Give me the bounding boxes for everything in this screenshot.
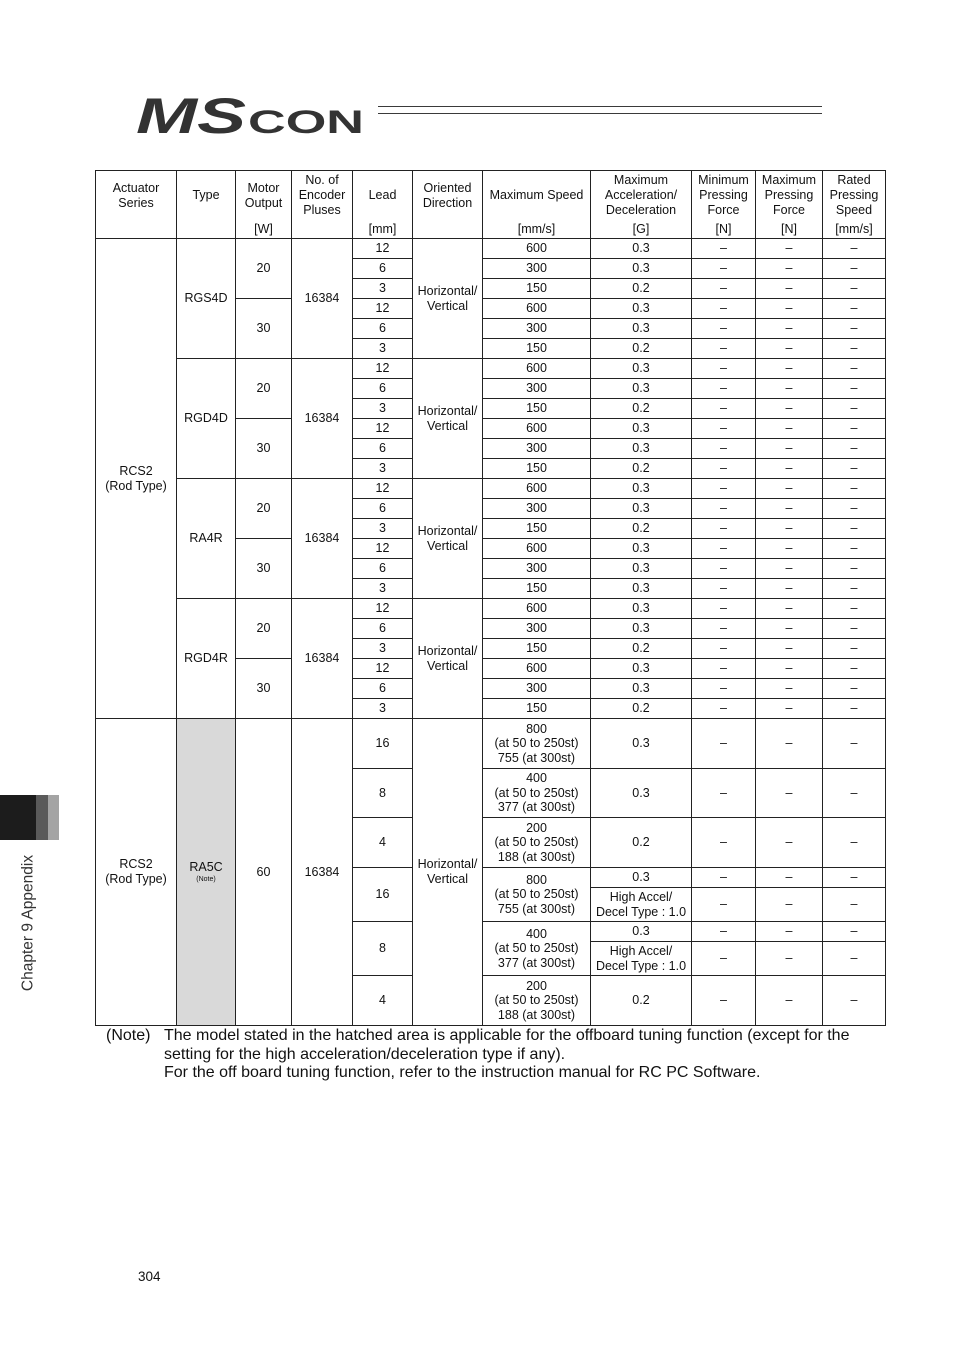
max-pressing-force-cell: – (756, 922, 823, 942)
max-accel-cell: 0.3 (591, 439, 692, 459)
col-actuator-series (96, 171, 177, 239)
min-pressing-force-cell: – (692, 619, 756, 639)
max-accel-cell: 0.3 (591, 259, 692, 279)
max-accel-cell: 0.3 (591, 868, 692, 888)
col-min-pressing-force (692, 171, 756, 239)
max-pressing-force-cell: – (756, 888, 823, 922)
max-speed-cell: 400 (at 50 to 250st) 377 (at 300st) (483, 922, 591, 976)
rated-pressing-speed-cell: – (823, 868, 886, 888)
max-speed-cell: 150 (483, 699, 591, 719)
max-pressing-force-cell: – (756, 976, 823, 1026)
column-unit (413, 220, 482, 238)
max-accel-cell: 0.2 (591, 339, 692, 359)
max-speed-cell: 300 (483, 499, 591, 519)
col-oriented-direction (413, 171, 483, 239)
min-pressing-force-cell: – (692, 599, 756, 619)
max-speed-cell: 300 (483, 559, 591, 579)
max-speed-cell: 600 (483, 419, 591, 439)
max-accel-cell: 0.2 (591, 976, 692, 1026)
lead-cell: 12 (353, 359, 413, 379)
max-pressing-force-cell: – (756, 942, 823, 976)
max-speed-cell: 600 (483, 299, 591, 319)
motor-output-cell: 60 (236, 719, 292, 1026)
min-pressing-force-cell: – (692, 459, 756, 479)
max-speed-cell: 300 (483, 319, 591, 339)
type-label: RA5C (189, 860, 223, 875)
max-speed-cell: 800 (at 50 to 250st) 755 (at 300st) (483, 868, 591, 922)
column-label: Oriented Direction (422, 180, 473, 210)
lead-cell: 3 (353, 459, 413, 479)
lead-cell: 6 (353, 499, 413, 519)
max-accel-cell: 0.2 (591, 699, 692, 719)
rated-pressing-speed-cell: – (823, 539, 886, 559)
rated-pressing-speed-cell: – (823, 279, 886, 299)
max-accel-cell: 0.3 (591, 619, 692, 639)
rated-pressing-speed-cell: – (823, 339, 886, 359)
type-label: RGD4D (184, 411, 228, 426)
max-accel-cell: 0.3 (591, 359, 692, 379)
rated-pressing-speed-cell: – (823, 922, 886, 942)
max-accel-cell: 0.3 (591, 559, 692, 579)
max-accel-cell: 0.3 (591, 319, 692, 339)
column-unit: [N] (715, 221, 732, 236)
max-pressing-force-cell: – (756, 279, 823, 299)
min-pressing-force-cell: – (692, 818, 756, 868)
max-pressing-force-cell: – (756, 339, 823, 359)
page-number: 304 (138, 1269, 161, 1284)
column-unit (292, 220, 352, 238)
rated-pressing-speed-cell: – (823, 579, 886, 599)
max-pressing-force-cell: – (756, 699, 823, 719)
max-accel-cell: 0.3 (591, 768, 692, 818)
motor-output-cell: 30 (236, 299, 292, 359)
lead-cell: 3 (353, 519, 413, 539)
rated-pressing-speed-cell: – (823, 679, 886, 699)
col-encoder-pulses (292, 171, 353, 239)
max-accel-cell: 0.2 (591, 818, 692, 868)
max-speed-cell: 600 (483, 599, 591, 619)
column-label: Actuator Series (112, 180, 160, 210)
min-pressing-force-cell: – (692, 922, 756, 942)
header-row (96, 171, 886, 239)
encoder-pulses-cell: 16384 (292, 359, 353, 479)
motor-output-cell: 30 (236, 539, 292, 599)
max-accel-cell: 0.3 (591, 299, 692, 319)
rated-pressing-speed-cell: – (823, 419, 886, 439)
max-pressing-force-cell: – (756, 768, 823, 818)
type-cell (177, 479, 236, 599)
max-pressing-force-cell: – (756, 539, 823, 559)
max-speed-cell: 300 (483, 259, 591, 279)
min-pressing-force-cell: – (692, 942, 756, 976)
rated-pressing-speed-cell: – (823, 359, 886, 379)
column-unit: [mm/s] (835, 221, 873, 236)
min-pressing-force-cell: – (692, 259, 756, 279)
encoder-pulses-cell: 16384 (292, 239, 353, 359)
lead-cell: 6 (353, 379, 413, 399)
col-type (177, 171, 236, 239)
type-label: RGD4R (184, 651, 228, 666)
type-cell (177, 719, 236, 1026)
min-pressing-force-cell: – (692, 439, 756, 459)
type-note: (Note) (196, 875, 216, 883)
oriented-direction-cell: Horizontal/ Vertical (413, 599, 483, 719)
max-speed-cell: 300 (483, 619, 591, 639)
rated-pressing-speed-cell: – (823, 479, 886, 499)
lead-cell: 12 (353, 539, 413, 559)
rated-pressing-speed-cell: – (823, 599, 886, 619)
column-label: Maximum Speed (489, 188, 584, 202)
column-unit: [W] (254, 221, 273, 236)
max-pressing-force-cell: – (756, 868, 823, 888)
lead-cell: 8 (353, 768, 413, 818)
rated-pressing-speed-cell: – (823, 499, 886, 519)
max-pressing-force-cell: – (756, 359, 823, 379)
max-pressing-force-cell: – (756, 379, 823, 399)
motor-output-cell: 30 (236, 419, 292, 479)
max-accel-cell: 0.3 (591, 599, 692, 619)
type-label: RGS4D (184, 291, 228, 306)
motor-output-cell: 20 (236, 479, 292, 539)
max-accel-cell: 0.3 (591, 479, 692, 499)
min-pressing-force-cell: – (692, 299, 756, 319)
chapter-label: Chapter 9 Appendix (19, 854, 37, 992)
col-motor-output (236, 171, 292, 239)
max-pressing-force-cell: – (756, 559, 823, 579)
max-pressing-force-cell: – (756, 399, 823, 419)
lead-cell: 4 (353, 818, 413, 868)
lead-cell: 12 (353, 599, 413, 619)
mscon-logo (130, 88, 380, 140)
min-pressing-force-cell: – (692, 399, 756, 419)
encoder-pulses-cell: 16384 (292, 479, 353, 599)
max-accel-cell: 0.3 (591, 239, 692, 259)
column-unit: [G] (632, 221, 650, 236)
rated-pressing-speed-cell: – (823, 639, 886, 659)
rated-pressing-speed-cell: – (823, 319, 886, 339)
column-label: Rated Pressing Speed (829, 173, 879, 217)
col-lead (353, 171, 413, 239)
motor-output-cell: 30 (236, 659, 292, 719)
note-marker: (Note) (106, 1027, 151, 1044)
max-accel-cell: 0.3 (591, 679, 692, 699)
max-speed-cell: 200 (at 50 to 250st) 188 (at 300st) (483, 818, 591, 868)
note-body (164, 1027, 874, 1083)
note-paragraph: The model stated in the hatched area is applicable for the offboard tuning function (except for the setting for the high acceleration/deceleration type if any). (164, 1027, 850, 1063)
chapter-tab-block (0, 795, 36, 840)
max-speed-cell: 600 (483, 659, 591, 679)
column-unit: [N] (781, 221, 797, 236)
encoder-pulses-cell: 16384 (292, 719, 353, 1026)
col-rated-pressing-speed (823, 171, 886, 239)
header-rule-top (378, 106, 822, 107)
column-label: Maximum Acceleration/ Deceleration (604, 173, 678, 217)
max-speed-cell: 150 (483, 639, 591, 659)
header-rule-bottom (378, 113, 822, 114)
table-row (96, 239, 886, 259)
note-paragraph: For the off board tuning function, refer to the instruction manual for RC PC Software. (164, 1064, 761, 1081)
max-pressing-force-cell: – (756, 439, 823, 459)
lead-cell: 12 (353, 239, 413, 259)
min-pressing-force-cell: – (692, 539, 756, 559)
type-cell (177, 599, 236, 719)
max-speed-cell: 200 (at 50 to 250st) 188 (at 300st) (483, 976, 591, 1026)
lead-cell: 4 (353, 976, 413, 1026)
rated-pressing-speed-cell: – (823, 619, 886, 639)
min-pressing-force-cell: – (692, 479, 756, 499)
max-speed-cell: 150 (483, 279, 591, 299)
table-row (96, 359, 886, 379)
lead-cell: 3 (353, 699, 413, 719)
max-accel-cell: 0.3 (591, 499, 692, 519)
rated-pressing-speed-cell: – (823, 942, 886, 976)
max-pressing-force-cell: – (756, 459, 823, 479)
motor-output-cell: 20 (236, 599, 292, 659)
max-speed-cell: 150 (483, 339, 591, 359)
rated-pressing-speed-cell: – (823, 699, 886, 719)
lead-cell: 12 (353, 419, 413, 439)
lead-cell: 3 (353, 339, 413, 359)
max-speed-cell: 150 (483, 399, 591, 419)
min-pressing-force-cell: – (692, 359, 756, 379)
column-unit (177, 220, 235, 238)
max-speed-cell: 300 (483, 679, 591, 699)
lead-cell: 3 (353, 279, 413, 299)
max-accel-cell: 0.3 (591, 419, 692, 439)
min-pressing-force-cell: – (692, 239, 756, 259)
max-accel-cell: 0.3 (591, 579, 692, 599)
rated-pressing-speed-cell: – (823, 259, 886, 279)
lead-cell: 6 (353, 319, 413, 339)
rated-pressing-speed-cell: – (823, 719, 886, 769)
oriented-direction-cell: Horizontal/ Vertical (413, 479, 483, 599)
column-label: Maximum Pressing Force (761, 173, 817, 217)
max-speed-cell: 150 (483, 579, 591, 599)
table-row (96, 719, 886, 769)
rated-pressing-speed-cell: – (823, 659, 886, 679)
min-pressing-force-cell: – (692, 976, 756, 1026)
chapter-tab-stripe-dark (36, 795, 48, 840)
max-accel-cell: 0.2 (591, 519, 692, 539)
max-pressing-force-cell: – (756, 239, 823, 259)
min-pressing-force-cell: – (692, 768, 756, 818)
max-speed-cell: 300 (483, 379, 591, 399)
column-label: Lead (368, 188, 397, 202)
min-pressing-force-cell: – (692, 888, 756, 922)
rated-pressing-speed-cell: – (823, 559, 886, 579)
rated-pressing-speed-cell: – (823, 976, 886, 1026)
max-pressing-force-cell: – (756, 679, 823, 699)
type-cell (177, 359, 236, 479)
type-cell (177, 239, 236, 359)
lead-cell: 3 (353, 639, 413, 659)
lead-cell: 12 (353, 299, 413, 319)
oriented-direction-cell: Horizontal/ Vertical (413, 359, 483, 479)
min-pressing-force-cell: – (692, 719, 756, 769)
max-pressing-force-cell: – (756, 519, 823, 539)
max-pressing-force-cell: – (756, 419, 823, 439)
table-row (96, 599, 886, 619)
min-pressing-force-cell: – (692, 519, 756, 539)
max-speed-cell: 600 (483, 539, 591, 559)
lead-cell: 16 (353, 719, 413, 769)
max-speed-cell: 400 (at 50 to 250st) 377 (at 300st) (483, 768, 591, 818)
rated-pressing-speed-cell: – (823, 459, 886, 479)
rated-pressing-speed-cell: – (823, 888, 886, 922)
actuator-series-cell: RCS2 (Rod Type) (96, 239, 177, 719)
max-pressing-force-cell: – (756, 299, 823, 319)
max-accel-cell: 0.3 (591, 659, 692, 679)
col-max-accel (591, 171, 692, 239)
rated-pressing-speed-cell: – (823, 399, 886, 419)
max-accel-cell: High Accel/ Decel Type : 1.0 (591, 888, 692, 922)
encoder-pulses-cell: 16384 (292, 599, 353, 719)
lead-cell: 8 (353, 922, 413, 976)
rated-pressing-speed-cell: – (823, 818, 886, 868)
max-pressing-force-cell: – (756, 499, 823, 519)
max-pressing-force-cell: – (756, 319, 823, 339)
max-speed-cell: 600 (483, 359, 591, 379)
min-pressing-force-cell: – (692, 679, 756, 699)
max-speed-cell: 150 (483, 519, 591, 539)
max-accel-cell: 0.3 (591, 379, 692, 399)
max-accel-cell: High Accel/ Decel Type : 1.0 (591, 942, 692, 976)
rated-pressing-speed-cell: – (823, 379, 886, 399)
max-speed-cell: 600 (483, 479, 591, 499)
rated-pressing-speed-cell: – (823, 299, 886, 319)
min-pressing-force-cell: – (692, 419, 756, 439)
lead-cell: 6 (353, 259, 413, 279)
logo-con-text: CON (248, 104, 364, 140)
min-pressing-force-cell: – (692, 339, 756, 359)
max-speed-cell: 150 (483, 459, 591, 479)
lead-cell: 6 (353, 559, 413, 579)
oriented-direction-cell: Horizontal/ Vertical (413, 239, 483, 359)
rated-pressing-speed-cell: – (823, 519, 886, 539)
min-pressing-force-cell: – (692, 868, 756, 888)
min-pressing-force-cell: – (692, 559, 756, 579)
lead-cell: 12 (353, 479, 413, 499)
column-unit (96, 220, 176, 238)
max-accel-cell: 0.2 (591, 639, 692, 659)
min-pressing-force-cell: – (692, 499, 756, 519)
motor-output-cell: 20 (236, 359, 292, 419)
min-pressing-force-cell: – (692, 579, 756, 599)
max-accel-cell: 0.3 (591, 539, 692, 559)
min-pressing-force-cell: – (692, 379, 756, 399)
lead-cell: 6 (353, 439, 413, 459)
max-pressing-force-cell: – (756, 259, 823, 279)
max-pressing-force-cell: – (756, 639, 823, 659)
actuator-series-cell: RCS2 (Rod Type) (96, 719, 177, 1026)
oriented-direction-cell: Horizontal/ Vertical (413, 719, 483, 1026)
lead-cell: 6 (353, 679, 413, 699)
spec-table (95, 170, 886, 1026)
min-pressing-force-cell: – (692, 279, 756, 299)
lead-cell: 3 (353, 399, 413, 419)
max-speed-cell: 600 (483, 239, 591, 259)
max-pressing-force-cell: – (756, 719, 823, 769)
type-label: RA4R (189, 531, 223, 546)
spec-table-body (96, 239, 886, 1026)
column-label: Motor Output (244, 180, 283, 210)
max-pressing-force-cell: – (756, 479, 823, 499)
max-speed-cell: 800 (at 50 to 250st) 755 (at 300st) (483, 719, 591, 769)
spec-table-head (96, 171, 886, 239)
column-unit: [mm/s] (517, 221, 556, 236)
motor-output-cell: 20 (236, 239, 292, 299)
rated-pressing-speed-cell: – (823, 439, 886, 459)
max-accel-cell: 0.3 (591, 922, 692, 942)
table-row (96, 479, 886, 499)
max-accel-cell: 0.2 (591, 459, 692, 479)
min-pressing-force-cell: – (692, 699, 756, 719)
max-accel-cell: 0.3 (591, 719, 692, 769)
lead-cell: 12 (353, 659, 413, 679)
col-max-pressing-force (756, 171, 823, 239)
lead-cell: 16 (353, 868, 413, 922)
column-label: No. of Encoder Pluses (298, 173, 346, 217)
max-pressing-force-cell: – (756, 659, 823, 679)
lead-cell: 3 (353, 579, 413, 599)
rated-pressing-speed-cell: – (823, 239, 886, 259)
min-pressing-force-cell: – (692, 639, 756, 659)
max-pressing-force-cell: – (756, 818, 823, 868)
lead-cell: 6 (353, 619, 413, 639)
max-speed-cell: 300 (483, 439, 591, 459)
logo-ms-text: MS (136, 88, 246, 140)
column-unit: [mm] (368, 221, 397, 236)
min-pressing-force-cell: – (692, 659, 756, 679)
max-pressing-force-cell: – (756, 579, 823, 599)
min-pressing-force-cell: – (692, 319, 756, 339)
max-pressing-force-cell: – (756, 619, 823, 639)
col-max-speed (483, 171, 591, 239)
max-accel-cell: 0.2 (591, 279, 692, 299)
column-label: Minimum Pressing Force (698, 173, 749, 217)
column-label: Type (192, 188, 220, 202)
rated-pressing-speed-cell: – (823, 768, 886, 818)
max-accel-cell: 0.2 (591, 399, 692, 419)
chapter-tab-stripe-light (48, 795, 59, 840)
max-pressing-force-cell: – (756, 599, 823, 619)
